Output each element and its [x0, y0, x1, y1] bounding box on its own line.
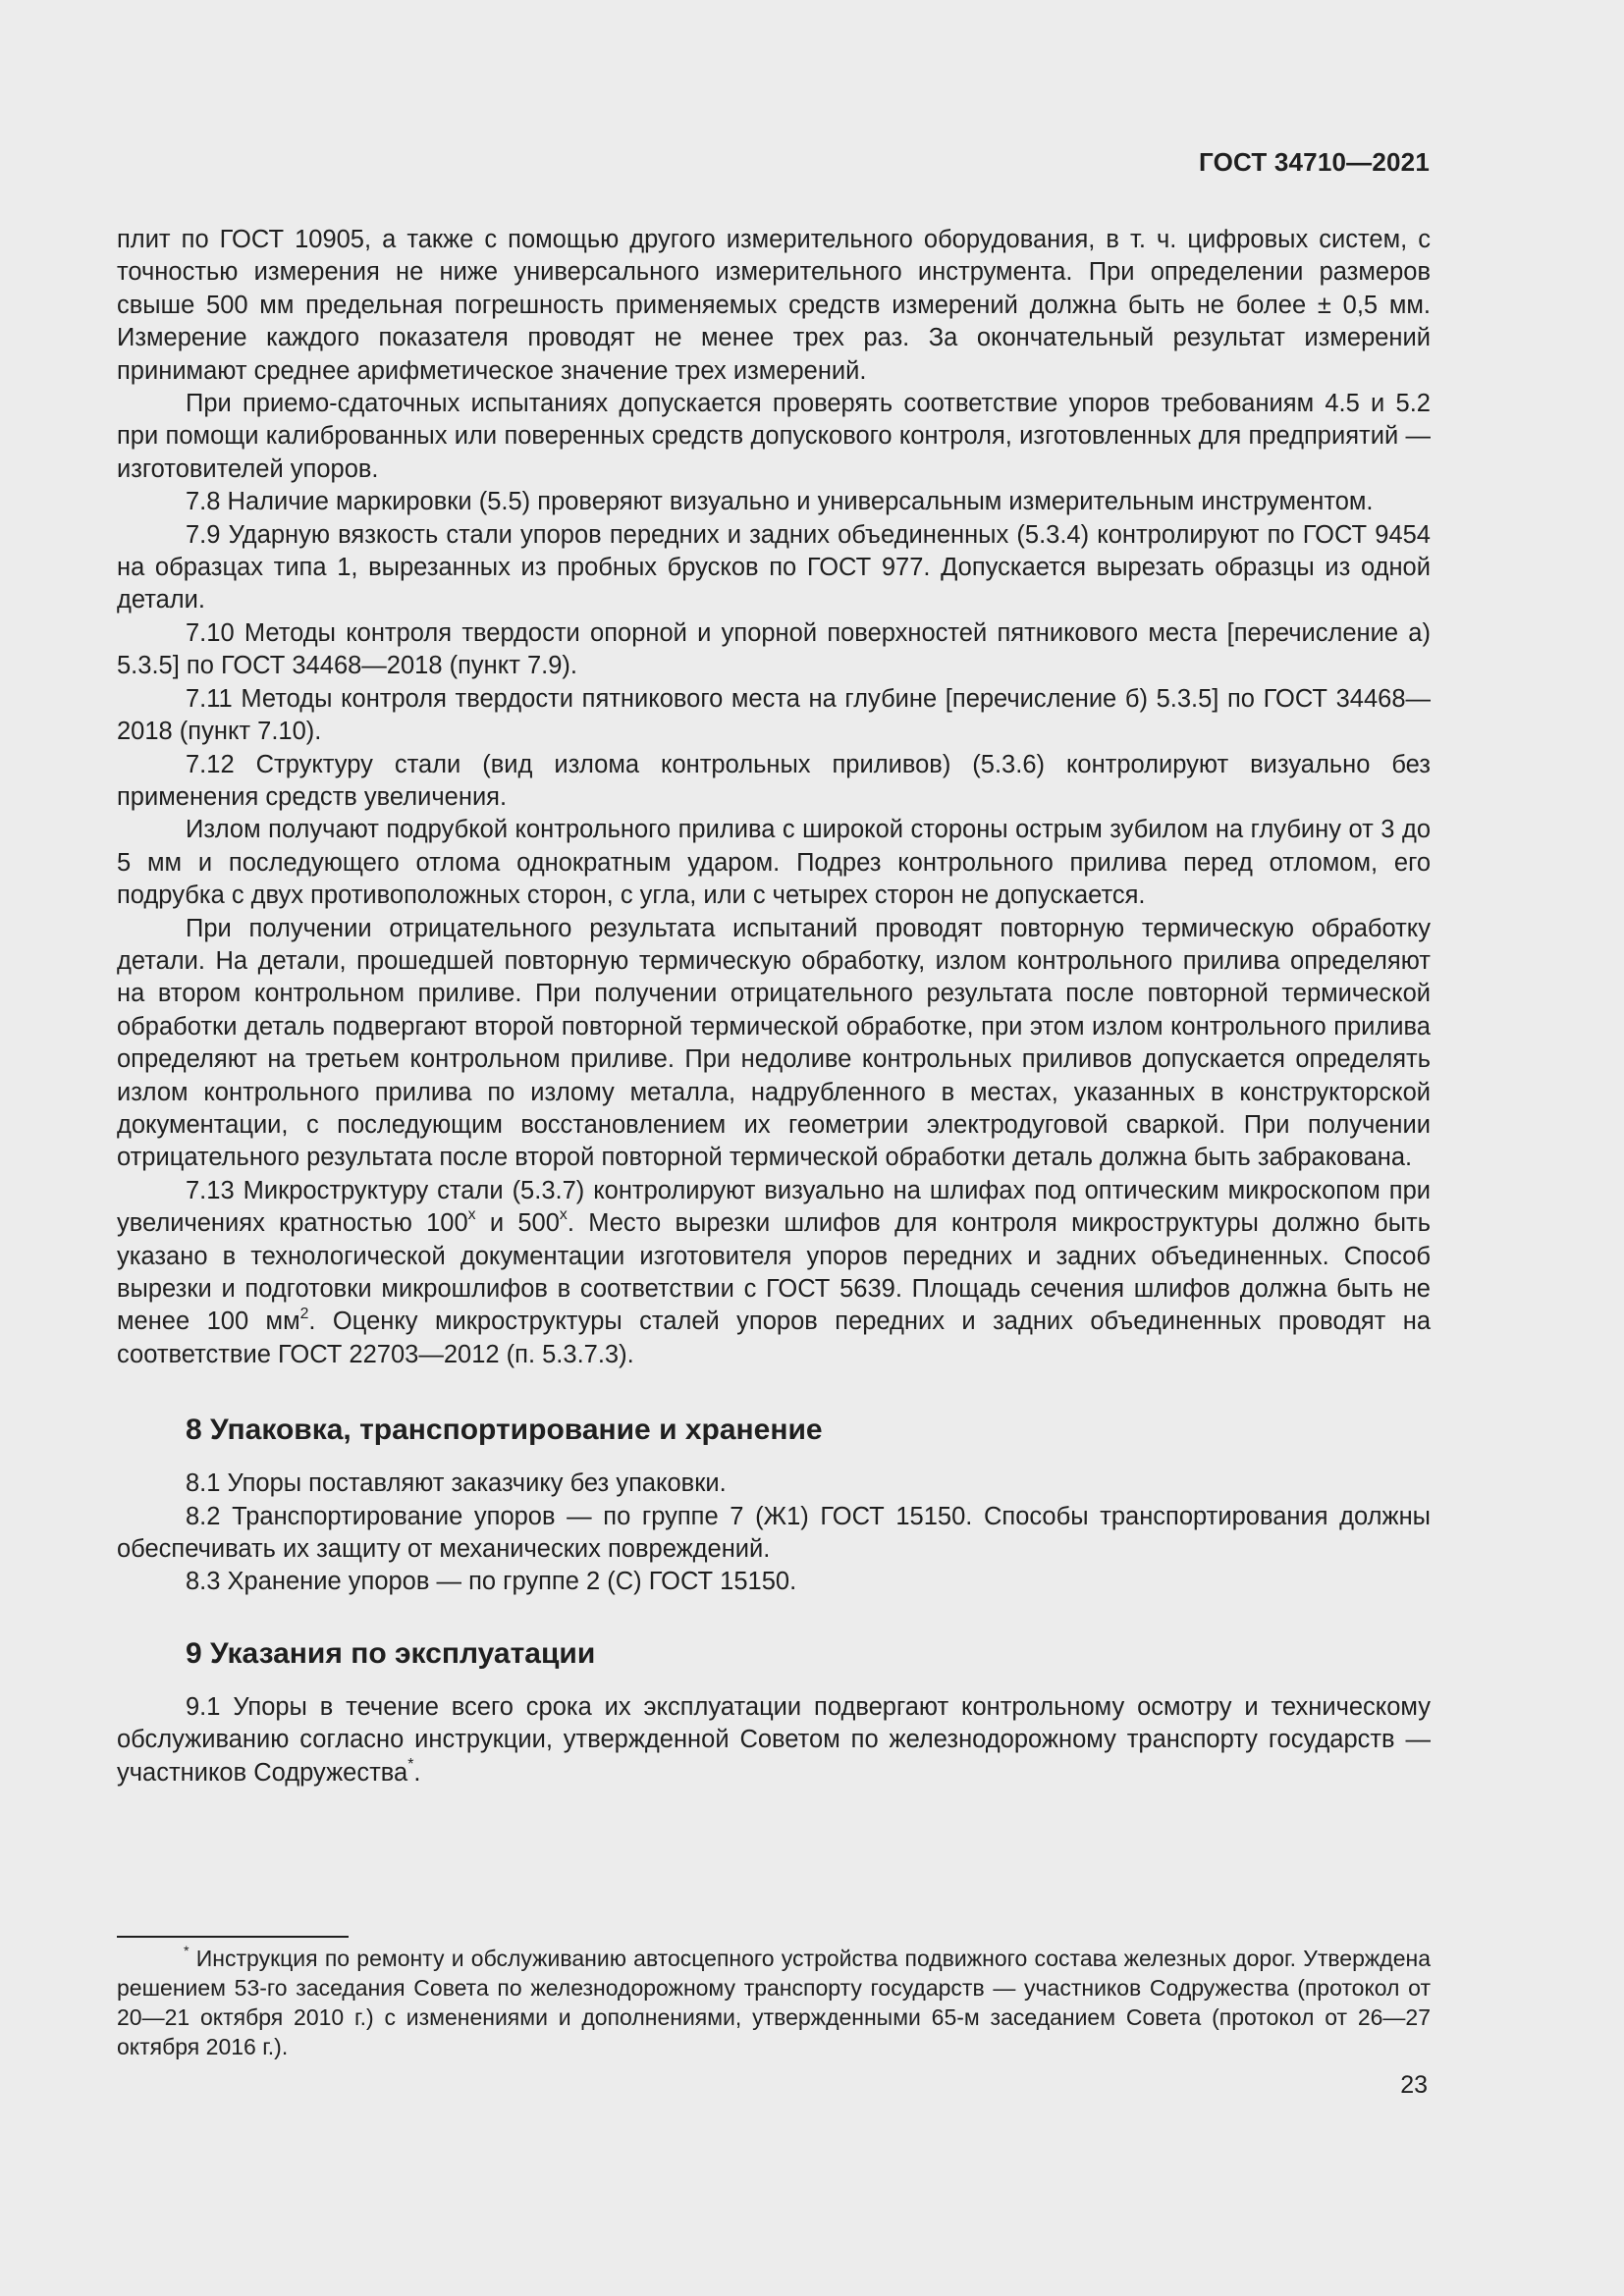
document-body — [117, 224, 1431, 1789]
paragraph-7-7-cont: плит по ГОСТ 10905, а также с помощью другого измерительного оборудования, в т. ч. цифровых систем, с точностью измерения не ниже универсального измерительного инструмента. При определении размеров свыше 500 мм предельная погрешность применяемых средств измерений должна быть не более ± 0,5 мм. Измерение каждого показателя проводят не менее трех раз. За окончательный результат измерений принимают среднее арифметическое значение трех измерений. — [117, 226, 1431, 385]
footnote-text — [117, 1944, 1431, 2061]
paragraph-7-8: 7.8 Наличие маркировки (5.5) проверяют визуально и универсальным измерительным инструментом. — [186, 488, 1374, 516]
section-9-heading: 9 Указания по эксплуатации — [186, 1636, 596, 1670]
paragraph-7-10: 7.10 Методы контроля твердости опорной и упорной поверхностей пятникового места [перечисление а) 5.3.5] по ГОСТ 34468—2018 (пункт 7.9). — [117, 618, 1431, 680]
paragraph-7-13-part-c: . Место вырезки шлифов для контроля микроструктуры должно быть указано в технологической документации изготовителя упоров передних и задних объединенных. Способ вырезки и подготовки микрошлифов в соответствии с ГОСТ 5639. Площадь сечения шлифов должна быть не менее 100 мм — [117, 1209, 1432, 1336]
paragraph-negative-result: При получении отрицательного результата испытаний проводят повторную термическую обработку детали. На детали, прошедшей повторную термическую обработку, излом контрольного прилива определяют на втором контрольном приливе. При получении отрицательного результата после повторной термической обработки деталь подвергают второй повторной термической обработке, при этом излом контрольного прилива определяют на третьем контрольном приливе. При недоливе контрольных приливов допускается определять излом контрольного прилива по излому металла, надрубленного в местах, указанных в конструкторской документации, с последующим восстановлением их геометрии электродуговой сваркой. При получении отрицательного результата после второй повторной термической обработки деталь должна быть забракована. — [117, 914, 1431, 1172]
paragraph-8-2: 8.2 Транспортирование упоров — по группе 7 (Ж1) ГОСТ 15150. Способы транспортирования должны обеспечивать их защиту от механических повреждений. — [117, 1502, 1431, 1564]
footnote-body: Инструкция по ремонту и обслуживанию автосцепного устройства подвижного состава железных дорог. Утверждена решением 53-го заседания Совета по железнодорожному транспорту государств — участников Содружества (протокол от 20—21 октября 2010 г.) с изменениями и дополнениями, утвержденными 65-м заседанием Совета (протокол от 26—27 октября 2016 г.). — [117, 1946, 1431, 2059]
superscript-x: x — [467, 1206, 476, 1224]
paragraph-7-13-part-b: и 500 — [475, 1209, 560, 1238]
paragraph-7-13-part-a: 7.13 Микроструктуру стали (5.3.7) контролируют визуально на шлифах под оптическим микроскопом при увеличениях кратностью 100 — [117, 1176, 1431, 1238]
document-code-header: ГОСТ 34710—2021 — [1199, 147, 1430, 177]
footnote-mark: * — [184, 1944, 189, 1960]
paragraph-8-3: 8.3 Хранение упоров — по группе 2 (С) ГОСТ 15150. — [186, 1568, 797, 1596]
section-8-heading: 8 Упаковка, транспортирование и хранение — [186, 1414, 823, 1447]
paragraph-7-12: 7.12 Структуру стали (вид излома контрольных приливов) (5.3.6) контролируют визуально без применения средств увеличения. — [117, 750, 1431, 811]
paragraph-7-13-part-d: . Оценку микроструктуры сталей упоров передних и задних объединенных проводят на соответствие ГОСТ 22703—2012 (п. 5.3.7.3). — [117, 1308, 1432, 1368]
page-number: 23 — [1400, 2071, 1428, 2099]
footnote — [117, 1944, 1431, 2061]
paragraph-9-1-end: . — [413, 1758, 421, 1787]
paragraph-9-1 — [117, 1691, 1431, 1789]
paragraph-9-1-text: 9.1 Упоры в течение всего срока их эксплуатации подвергают контрольному осмотру и техническому обслуживанию согласно инструкции, утвержденной Советом по железнодорожному транспорту государств — участников Содружества — [117, 1692, 1431, 1787]
footnote-separator — [117, 1936, 349, 1938]
superscript-2: 2 — [299, 1305, 309, 1322]
footnote-reference: * — [407, 1755, 414, 1773]
paragraph-7-13 — [117, 1175, 1431, 1371]
paragraph-7-11: 7.11 Методы контроля твердости пятникового места на глубине [перечисление б) 5.3.5] по ГОСТ 34468—2018 (пункт 7.10). — [117, 684, 1431, 746]
paragraph-8-1: 8.1 Упоры поставляют заказчику без упаковки. — [186, 1469, 727, 1498]
paragraph-acceptance-tests: При приемо-сдаточных испытаниях допускается проверять соответствие упоров требованиям 4.5 и 5.2 при помощи калиброванных или поверенных средств допускового контроля, изготовленных для предприятий — изготовителей упоров. — [117, 390, 1431, 483]
paragraph-7-9: 7.9 Ударную вязкость стали упоров передних и задних объединенных (5.3.4) контролируют по ГОСТ 9454 на образцах типа 1, вырезанных из пробных брусков по ГОСТ 977. Допускается вырезать образцы из одной детали. — [117, 520, 1431, 614]
superscript-x: x — [559, 1206, 568, 1224]
paragraph-fracture: Излом получают подрубкой контрольного прилива с широкой стороны острым зубилом на глубину от 3 до 5 мм и последующего отлома однократным ударом. Подрез контрольного прилива перед отломом, его подрубка с двух противоположных сторон, с угла, или с четырех сторон не допускается. — [117, 816, 1431, 910]
